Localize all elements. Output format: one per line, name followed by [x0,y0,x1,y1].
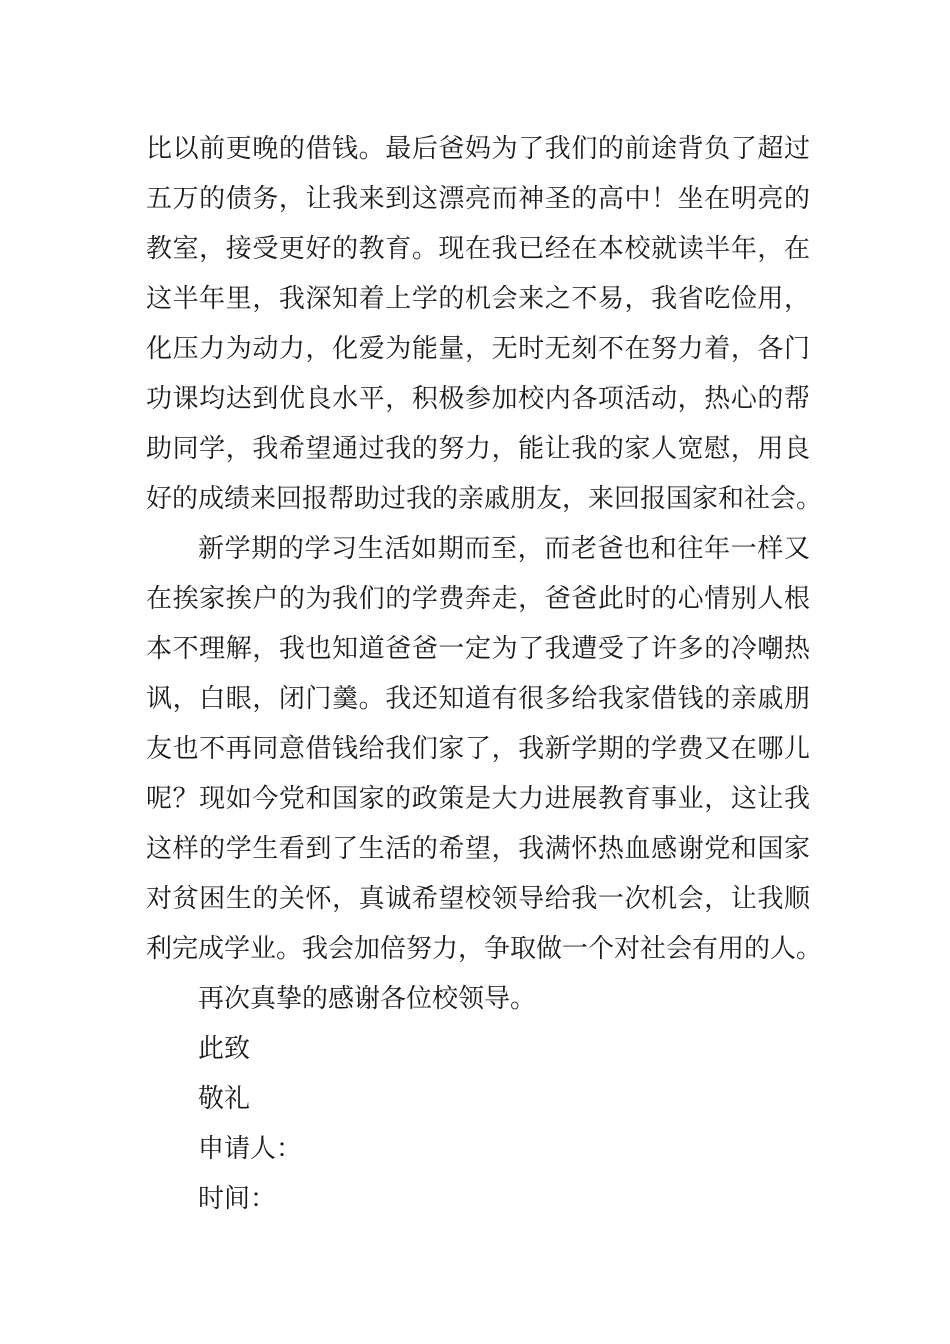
paragraph2-line: 这样的学生看到了生活的希望，我满怀热血感谢党和国家 [146,834,810,864]
paragraph2-line: 新学期的学习生活如期而至，而老爸也和往年一样又 [198,534,810,564]
paragraph2-line: 利完成学业。我会加倍努力，争取做一个对社会有用的人。 [146,934,823,964]
paragraph1-line: 五万的债务，让我来到这漂亮而神圣的高中！坐在明亮的 [146,184,810,214]
paragraph1-line: 助同学，我希望通过我的努力，能让我的家人宽慰，用良 [146,434,810,464]
paragraph2-line: 呢？现如今党和国家的政策是大力进展教育事业，这让我 [146,784,810,814]
date-label: 时间： [198,1184,277,1214]
paragraph1-line: 功课均达到优良水平，积极参加校内各项活动，热心的帮 [146,384,810,414]
paragraph1-line: 这半年里，我深知着上学的机会来之不易，我省吃俭用， [146,284,810,314]
thanks-line: 再次真挚的感谢各位校领导。 [198,984,537,1014]
paragraph2-line: 友也不再同意借钱给我们家了，我新学期的学费又在哪儿 [146,734,810,764]
closing-salutation: 此致 [198,1034,251,1064]
paragraph2-line: 讽，白眼，闭门羹。我还知道有很多给我家借钱的亲戚朋 [146,684,810,714]
paragraph2-line: 对贫困生的关怀，真诚希望校领导给我一次机会，让我顺 [146,884,810,914]
paragraph1-line: 比以前更晚的借钱。最后爸妈为了我们的前途背负了超过 [146,134,810,164]
paragraph1-line: 教室，接受更好的教育。现在我已经在本校就读半年，在 [146,234,810,264]
letter-body [146,124,823,1224]
paragraph2-line: 本不理解，我也知道爸爸一定为了我遭受了许多的冷嘲热 [146,634,810,664]
paragraph1-line: 好的成绩来回报帮助过我的亲戚朋友，来回报国家和社会。 [146,484,823,514]
closing-regards: 敬礼 [198,1084,251,1114]
paragraph1-line: 化压力为动力，化爱为能量，无时无刻不在努力着，各门 [146,334,810,364]
paragraph2-line: 在挨家挨户的为我们的学费奔走，爸爸此时的心情别人根 [146,584,810,614]
applicant-label: 申请人： [198,1134,303,1164]
